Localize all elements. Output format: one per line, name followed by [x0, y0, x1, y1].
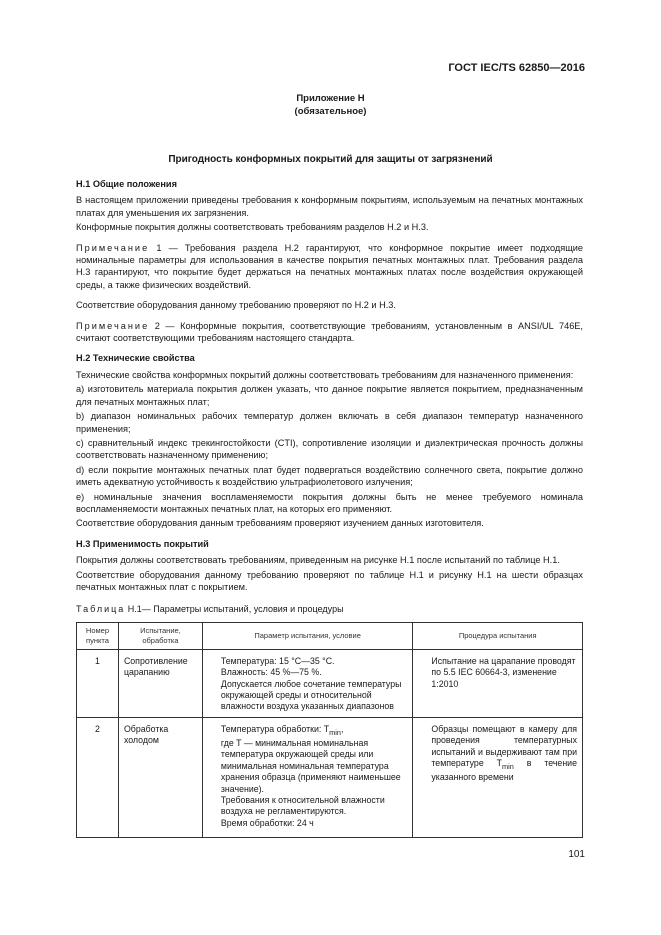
paragraph: Конформные покрытия должны соответствовать требованиям разделов Н.2 и Н.3.: [76, 222, 429, 233]
table-caption: Таблица Н.1— Параметры испытаний, условия и процедуры: [76, 604, 344, 615]
list-item-c: с) сравнительный индекс трекингостойкости (CTI), сопротивление изоляции и диэлектрическая прочность должны соответствовать назначенному применению;: [76, 437, 583, 461]
table-row: [77, 649, 583, 717]
paragraph: Соответствие оборудования данному требованию проверяют по Н.2 и Н.3.: [76, 300, 396, 311]
section-heading-h3: Н.3 Применимость покрытий: [76, 538, 209, 549]
cell-test: Сопротивление царапанию: [118, 649, 202, 717]
cell-procedure: Образцы помещают в камеру для проведения температурных испытаний и выдерживают там при температуре $T_{min}$ в течение указанного времени: [413, 717, 583, 837]
list-item-b: b) диапазон номинальных рабочих температур должен включать в себя диапазон температур назначенного применения;: [76, 411, 583, 434]
annex-status: (обязательное): [294, 106, 367, 117]
col-header-procedure: Процедура испытания: [413, 622, 583, 649]
cell-procedure: Испытание на царапание проводят по 5.5 IEC 60664-3, изменение 1:2010: [413, 649, 583, 717]
note-label: Примечание: [76, 242, 150, 253]
section-heading-h1: Н.1 Общие положения: [76, 179, 177, 189]
note-label: Примечание: [76, 320, 150, 331]
col-header-number: Номер пункта: [77, 622, 119, 649]
content-body: [76, 178, 583, 838]
table-row: [77, 717, 583, 837]
cell-test: Обработка холодом: [118, 717, 202, 837]
annex-main-title: Пригодность конформных покрытий для защиты от загрязнений: [168, 154, 493, 165]
note-2: Примечание 2 — Конформные покрытия, соответствующие требованиям, установленным в ANSI/UL 746E, считают соответствующими требованиям настоящего стандарта.: [76, 320, 583, 344]
paragraph: Технические свойства конформных покрытий должны соответствовать требованиям для назначенного применения:: [76, 369, 574, 380]
cell-number: 1: [77, 649, 119, 717]
table-header-row: [77, 622, 583, 649]
cell-number: 2: [77, 717, 119, 837]
section-heading-h2: Н.2 Технические свойства: [76, 353, 195, 364]
note-1: Примечание 1 — Требования раздела Н.2 гарантируют, что конформное покрытие имеет подходящие номинальные параметры для использования в качестве покрытия печатных монтажных плат. Требования раздела Н.3 гарантируют, что покрытие будет держаться на печатных монтажных платах после воздействия окружающей среды, а также физических воздействий.: [76, 242, 583, 290]
paragraph: Покрытия должны соответствовать требованиям, приведенным на рисунке Н.1 после испытаний по таблице Н.1.: [76, 555, 560, 566]
annex-title: Приложение Н: [296, 93, 365, 104]
paragraph: В настоящем приложении приведены требования к конформным покрытиям, используемым на печатных монтажных платах для уменьшения их загрязнения.: [76, 195, 583, 218]
list-item-a: а) изготовитель материала покрытия должен указать, что данное покрытие является покрытием, предназначенным для печатных монтажных плат;: [76, 384, 583, 407]
paragraph: Соответствие оборудования данным требованиям проверяют изучением данных изготовителя.: [76, 518, 484, 529]
cell-params: Температура: 15 °С—35 °С. Влажность: 45 %—75 %. Допускается любое сочетание температуры окружающей среды и относительной влажности воздуха указанных диапазонов: [202, 649, 412, 717]
cell-params: Температура обработки: $T_{min}$, где T — минимальная номинальная температура окружающей среды или минимальная номинальная температура хранения образца (применяют наименьшее значение). Требования к относительной влажности воздуха не регламентируются. Время обработки: 24 ч: [202, 717, 412, 837]
paragraph: Соответствие оборудования данному требованию проверяют по таблице Н.1 и рисунку Н.1 на шести образцах печатных монтажных плат с покрытием.: [76, 569, 583, 592]
col-header-parameter: Параметр испытания, условие: [202, 622, 412, 649]
page-number: 101: [568, 849, 585, 860]
list-item-d: d) если покрытие монтажных печатных плат будет подвергаться воздействию солнечного света, покрытие должно иметь адекватную устойчивость к воздействию ультрафиолетового излучения;: [76, 464, 583, 488]
list-item-e: е) номинальные значения воспламеняемости покрытия должны быть не менее требуемого номинала воспламеняемости монтажных печатных плат, на которых его применяют.: [76, 491, 583, 514]
col-header-test: Испытание, обработка: [118, 622, 202, 649]
test-parameters-table: [76, 622, 583, 838]
annex-heading: [0, 92, 661, 118]
standard-code: ГОСТ IEC/TS 62850—2016: [448, 62, 585, 74]
